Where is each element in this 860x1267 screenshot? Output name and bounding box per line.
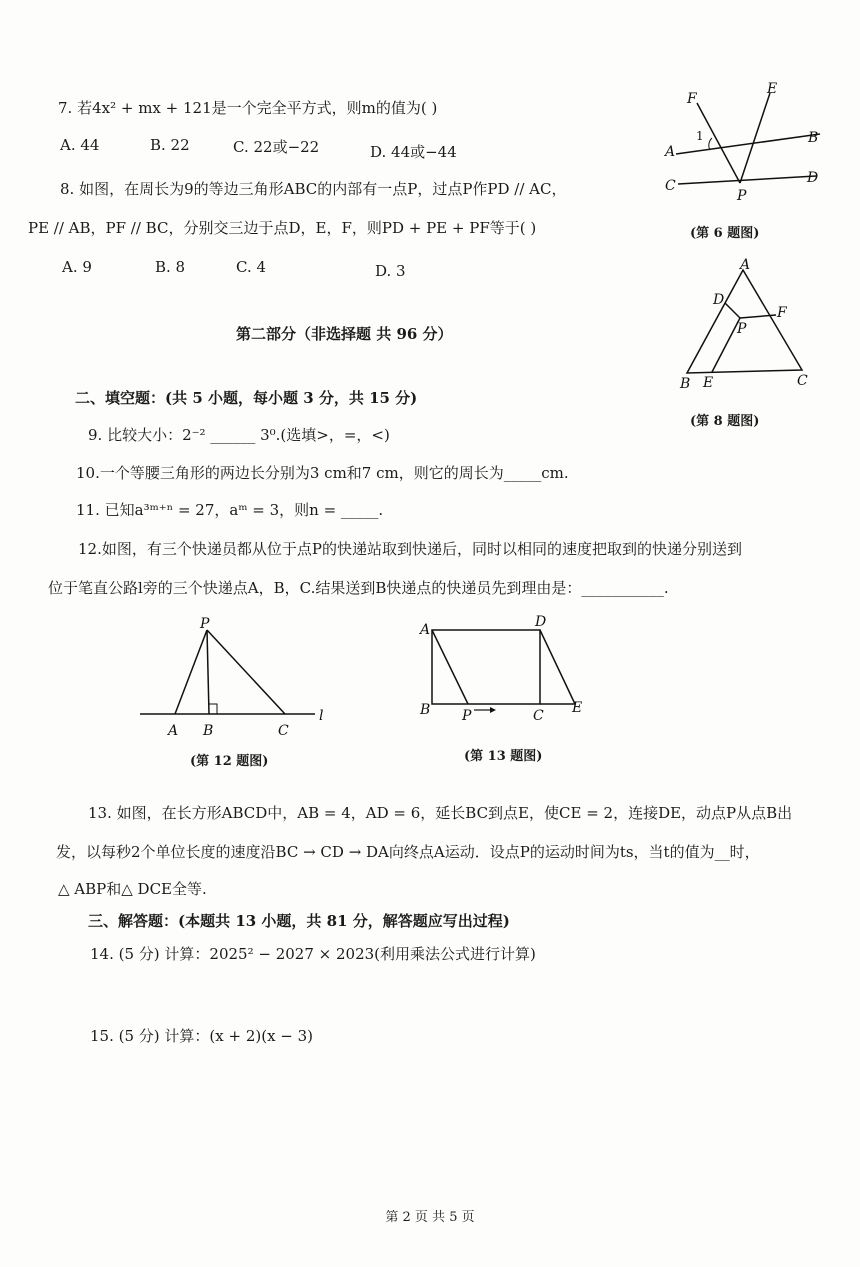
fig12-label-c: C <box>278 723 289 739</box>
q7-option-b: B. 22 <box>150 136 190 154</box>
fig12-label-a: A <box>168 723 179 739</box>
figure-13-diagram <box>410 612 600 742</box>
q8-line1: 8. 如图，在周长为9的等边三角形ABC的内部有一点P，过点P作PD // AC， <box>60 180 567 198</box>
q13-line2: 发，以每秒2个单位长度的速度沿BC → CD → DA向终点A运动．设点P的运动时间为ts，当t的值为__时， <box>56 843 760 861</box>
fig6-label-f: F <box>687 91 697 107</box>
fig8-label-a: A <box>740 257 751 273</box>
q8-option-a: A. 9 <box>62 258 92 276</box>
fig8-label-b: B <box>680 376 691 392</box>
fig13-label-e: E <box>572 700 583 716</box>
figure-12-diagram <box>135 612 350 742</box>
fig13-label-c: C <box>533 708 544 724</box>
section3-header: 三、解答题：(本题共 13 小题，共 81 分，解答题应写出过程) <box>88 912 510 930</box>
fig6-label-1: 1 <box>696 129 704 143</box>
q8-line2: PE // AB，PF // BC，分别交三边于点D，E，F，则PD + PE + PF等于( ) <box>28 219 537 237</box>
fig6-label-c: C <box>665 178 676 194</box>
q11-text: 11. 已知a³ᵐ⁺ⁿ = 27，aᵐ = 3，则n = _____. <box>76 501 384 519</box>
fig6-label-e: E <box>767 81 778 97</box>
q8-option-b: B. 8 <box>155 258 186 276</box>
fig6-label-a: A <box>665 144 676 160</box>
fig8-label-f: F <box>777 305 787 321</box>
figure-6-caption: (第 6 题图) <box>690 226 760 241</box>
q14-text: 14. (5 分) 计算：2025² − 2027 × 2023(利用乘法公式进行计算) <box>90 945 536 963</box>
figure-8-caption: (第 8 题图) <box>690 414 760 429</box>
q13-line3: △ ABP和△ DCE全等. <box>58 880 207 898</box>
fig12-label-p: P <box>200 616 210 632</box>
fig6-label-b: B <box>808 130 819 146</box>
fig8-label-e: E <box>703 375 714 391</box>
fig8-label-d: D <box>713 292 725 308</box>
fig6-label-d: D <box>807 170 819 186</box>
fig12-label-l: l <box>319 708 324 724</box>
q13-line1: 13. 如图，在长方形ABCD中，AB = 4，AD = 6，延长BC到点E，使CE = 2，连接DE，动点P从点B出 <box>88 804 793 822</box>
fig13-label-b: B <box>420 702 431 718</box>
page-footer: 第 2 页 共 5 页 <box>385 1210 475 1225</box>
fig12-label-b: B <box>203 723 214 739</box>
fig13-label-d: D <box>535 614 547 630</box>
figure-13-caption: (第 13 题图) <box>464 749 543 764</box>
q7-option-c: C. 22或−22 <box>233 138 320 156</box>
q7-option-a: A. 44 <box>60 136 100 154</box>
figure-6-diagram <box>650 78 840 208</box>
fig6-label-p: P <box>737 188 747 204</box>
q7-text: 7. 若4x² + mx + 121是一个完全平方式，则m的值为( ) <box>58 99 438 117</box>
section2-header: 二、填空题：(共 5 小题，每小题 3 分，共 15 分) <box>75 389 418 407</box>
fig8-label-c: C <box>797 373 808 389</box>
q12-line1: 12.如图，有三个快递员都从位于点P的快递站取到快递后，同时以相同的速度把取到的快递分别送到 <box>78 540 742 558</box>
fig13-label-p: P <box>462 708 472 724</box>
fig8-label-p: P <box>737 321 747 337</box>
figure-12-caption: (第 12 题图) <box>190 754 269 769</box>
q8-option-c: C. 4 <box>236 258 267 276</box>
q15-text: 15. (5 分) 计算：(x + 2)(x − 3) <box>90 1027 314 1045</box>
figure-8-diagram <box>670 255 820 395</box>
q8-option-d: D. 3 <box>375 262 406 280</box>
q12-line2: 位于笔直公路l旁的三个快递点A，B，C.结果送到B快递点的快递员先到理由是：___________. <box>48 579 669 597</box>
part2-title: 第二部分（非选择题 共 96 分） <box>236 325 453 343</box>
q9-text: 9. 比较大小：2⁻² ______ 3⁰.(选填>，=，<) <box>88 426 390 444</box>
fig13-label-a: A <box>420 622 431 638</box>
q10-text: 10.一个等腰三角形的两边长分别为3 cm和7 cm，则它的周长为_____cm. <box>76 464 569 482</box>
q7-option-d: D. 44或−44 <box>370 143 457 161</box>
